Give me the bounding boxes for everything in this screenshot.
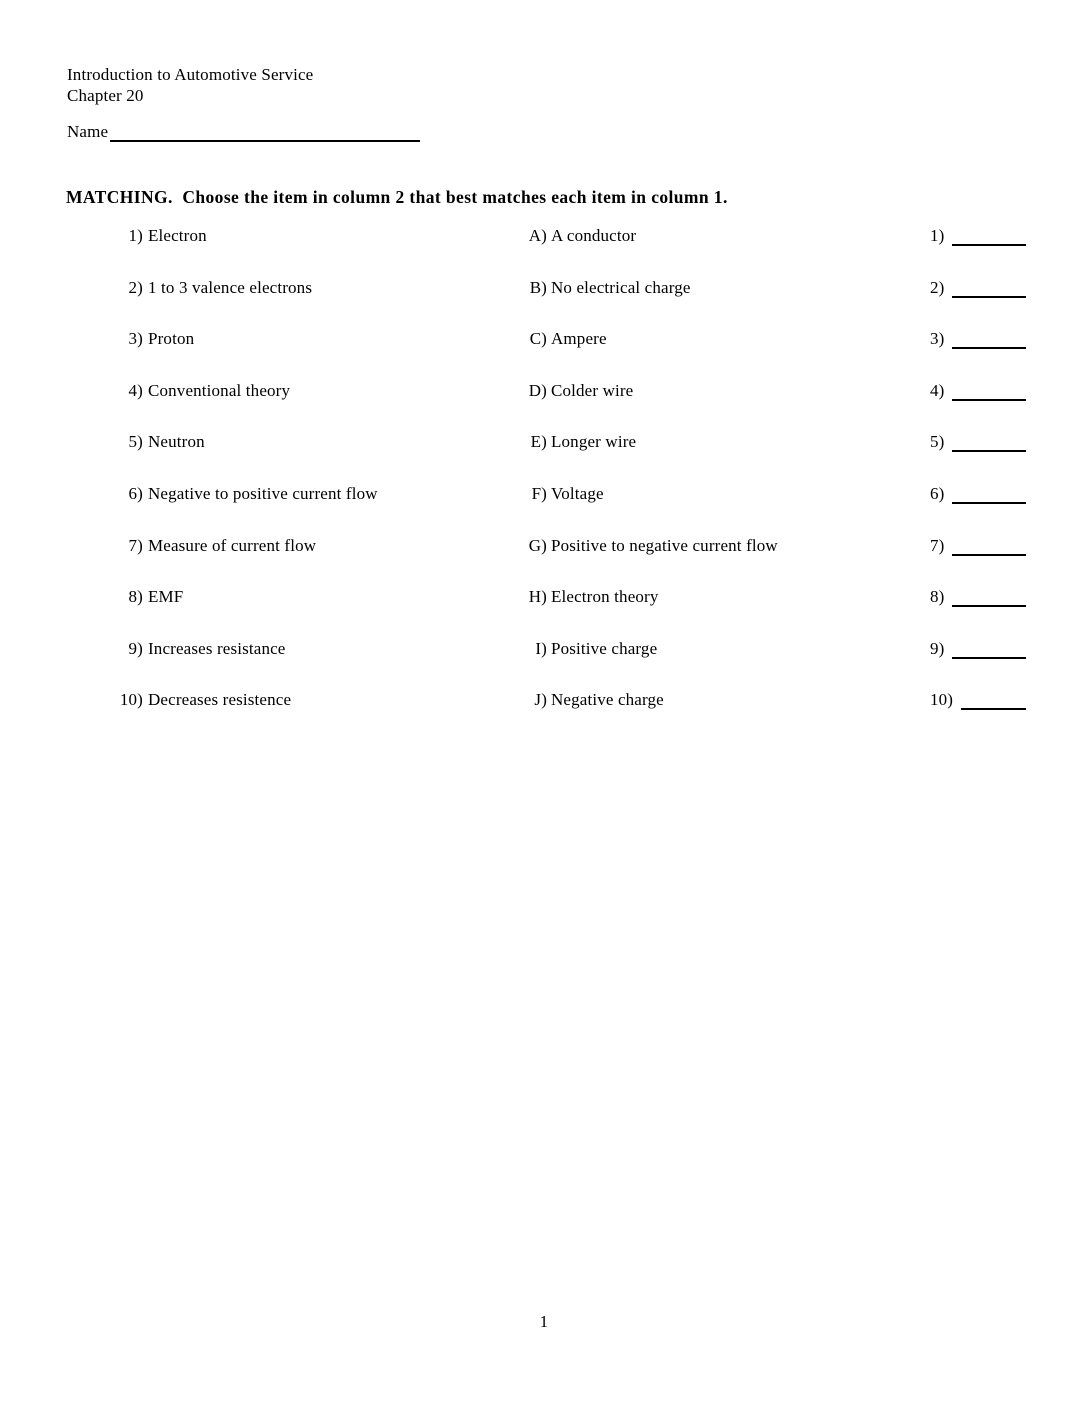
answer-slot — [930, 329, 1026, 349]
choice-text: Voltage — [551, 483, 604, 503]
choice-letter: B) — [529, 277, 547, 297]
answer-slot — [930, 226, 1026, 246]
answer-slot — [930, 587, 1026, 607]
answer-number: 4) — [930, 380, 945, 400]
matching-row — [0, 536, 1088, 588]
answer-blank[interactable] — [952, 278, 1026, 298]
choice-letter: J) — [534, 690, 547, 710]
name-row — [67, 122, 420, 142]
item-number: 2) — [128, 277, 143, 297]
matching-row — [0, 690, 1088, 742]
answer-blank[interactable] — [961, 690, 1026, 710]
chapter-label: Chapter 20 — [67, 86, 144, 105]
choice-text: Longer wire — [551, 432, 637, 452]
name-label: Name — [67, 122, 109, 141]
choice-text: No electrical charge — [551, 277, 691, 297]
item-number: 8) — [128, 587, 143, 607]
choice-letter: A) — [528, 226, 547, 245]
answer-blank[interactable] — [952, 536, 1026, 556]
item-text: Increases resistance — [148, 638, 286, 658]
title-block — [67, 64, 313, 106]
item-text: Proton — [148, 329, 195, 349]
answer-slot — [930, 278, 1026, 298]
item-number: 7) — [128, 535, 143, 555]
item-text: 1 to 3 valence electrons — [148, 277, 313, 297]
answer-number: 7) — [930, 535, 945, 555]
answer-number: 3) — [930, 329, 945, 349]
answer-blank[interactable] — [952, 587, 1026, 607]
item-text: Measure of current flow — [148, 535, 317, 555]
item-number: 1) — [128, 226, 143, 245]
item-text: Conventional theory — [148, 380, 291, 400]
item-number: 6) — [128, 483, 143, 503]
answer-blank[interactable] — [952, 226, 1026, 246]
answer-slot — [930, 381, 1026, 401]
choice-text: Negative charge — [551, 690, 664, 710]
page-number: 1 — [539, 1312, 549, 1331]
choice-letter: G) — [528, 535, 547, 555]
course-title: Introduction to Automotive Service — [67, 65, 314, 84]
item-number: 3) — [128, 329, 143, 349]
answer-slot — [930, 484, 1026, 504]
item-text: EMF — [148, 587, 184, 607]
choice-text: Positive charge — [551, 638, 658, 658]
matching-row — [0, 381, 1088, 433]
choice-text: Positive to negative current flow — [551, 535, 778, 555]
answer-blank[interactable] — [952, 329, 1026, 349]
choice-text: Colder wire — [551, 380, 634, 400]
item-text: Negative to positive current flow — [148, 483, 378, 503]
matching-row — [0, 278, 1088, 330]
choice-letter: C) — [529, 329, 547, 349]
answer-number: 1) — [930, 226, 945, 245]
answer-number: 5) — [930, 432, 945, 452]
item-text: Electron — [148, 226, 207, 245]
matching-row — [0, 432, 1088, 484]
choice-text: A conductor — [551, 226, 637, 245]
item-number: 4) — [128, 380, 143, 400]
answer-slot — [930, 639, 1026, 659]
answer-slot — [930, 690, 1026, 710]
item-text: Decreases resistence — [148, 690, 292, 710]
choice-letter: F) — [531, 483, 547, 503]
answer-blank[interactable] — [952, 639, 1026, 659]
choice-letter: D) — [528, 380, 547, 400]
answer-slot — [930, 536, 1026, 556]
matching-list — [0, 226, 1088, 742]
item-number: 5) — [128, 432, 143, 452]
item-number: 10) — [119, 690, 143, 710]
answer-number: 2) — [930, 277, 945, 297]
matching-row — [0, 329, 1088, 381]
answer-number: 6) — [930, 483, 945, 503]
choice-letter: E) — [530, 432, 547, 452]
answer-blank[interactable] — [952, 432, 1026, 452]
matching-row — [0, 484, 1088, 536]
answer-number: 9) — [930, 638, 945, 658]
answer-slot — [930, 432, 1026, 452]
matching-row — [0, 587, 1088, 639]
choice-text: Electron theory — [551, 587, 659, 607]
choice-letter: H) — [528, 587, 547, 607]
matching-instructions: MATCHING. Choose the item in column 2 that best matches each item in column 1. — [66, 187, 728, 207]
answer-blank[interactable] — [952, 381, 1026, 401]
item-number: 9) — [128, 638, 143, 658]
matching-row — [0, 639, 1088, 691]
answer-number: 8) — [930, 587, 945, 607]
answer-number: 10) — [930, 690, 954, 710]
matching-row — [0, 226, 1088, 278]
choice-text: Ampere — [551, 329, 607, 349]
answer-blank[interactable] — [952, 484, 1026, 504]
item-text: Neutron — [148, 432, 205, 452]
name-blank[interactable] — [110, 122, 420, 142]
choice-letter: I) — [535, 638, 547, 658]
